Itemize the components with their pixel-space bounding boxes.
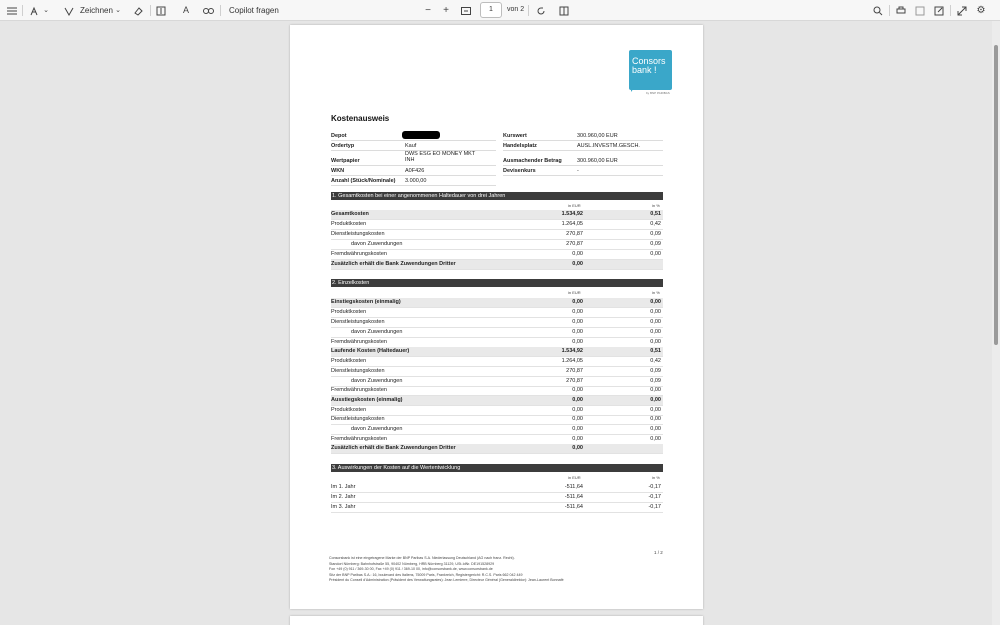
settings-gear-icon[interactable]: ⚙ xyxy=(976,5,986,16)
toolbar-divider xyxy=(528,5,529,16)
row-label: davon Zuwendungen xyxy=(351,378,403,384)
meta-label-wkn: WKN xyxy=(331,168,345,174)
draw-icon[interactable] xyxy=(63,3,75,18)
meta-divider xyxy=(331,165,496,166)
row-label: Im 1. Jahr xyxy=(331,484,356,490)
row-label: Gesamtkosten xyxy=(331,211,369,217)
table-row xyxy=(331,444,663,454)
row-value-pct: 0,00 xyxy=(650,426,661,432)
meta-value-wertpapier: DWS ESG EO MONEY MKT INH xyxy=(405,151,476,163)
row-label: Produktkosten xyxy=(331,358,367,364)
row-value-eur: 0,00 xyxy=(572,445,583,451)
row-value-eur: 1.534,92 xyxy=(561,211,583,217)
row-label: Dienstleistungskosten xyxy=(331,368,385,374)
row-value-pct: 0,09 xyxy=(650,241,661,247)
toolbar-divider xyxy=(950,5,951,16)
save-as-icon[interactable] xyxy=(933,3,945,18)
meta-divider xyxy=(503,150,663,151)
row-value-eur: -511,64 xyxy=(564,504,583,510)
table-row xyxy=(331,260,663,270)
row-value-pct: 0,00 xyxy=(650,339,661,345)
row-value-eur: 0,00 xyxy=(572,436,583,442)
table-row xyxy=(331,308,663,318)
zoom-in-icon[interactable]: + xyxy=(443,5,449,16)
footer-line: Président du Conseil d'Administration (Präsident des Verwaltungsrates): Jean Lemierre, Directeur Général (Generaldirektor): Jean-Laurent Bonnafé xyxy=(329,578,564,583)
row-value-pct: 0,09 xyxy=(650,368,661,374)
table-row xyxy=(331,318,663,328)
text-box-icon[interactable] xyxy=(155,3,167,18)
footer-line: Consorsbank ist eine eingetragene Marke der BNP Paribas S.A. Niederlassung Deutschland (AG nach franz. Recht). xyxy=(329,556,515,560)
footer-line: Sitz der BNP Paribas S.A.: 16, boulevard des Italiens, 75009 Paris, Frankreich, Registergericht: R.C.S. Paris 662 042 449 xyxy=(329,572,523,577)
meta-divider xyxy=(331,140,496,141)
table-row xyxy=(331,493,663,503)
table-row xyxy=(331,396,663,406)
row-value-eur: 0,00 xyxy=(572,261,583,267)
meta-divider xyxy=(331,185,496,186)
draw-button[interactable]: Zeichnen xyxy=(80,6,113,15)
meta-label-devisenkurs: Devisenkurs xyxy=(503,168,536,174)
table-row xyxy=(331,483,663,493)
row-value-eur: 0,00 xyxy=(572,319,583,325)
row-label: Fremdwährungskosten xyxy=(331,387,387,393)
meta-value-handelsplatz: AUSL.INVESTM.GESCH. xyxy=(577,143,640,149)
row-label: Fremdwährungskosten xyxy=(331,436,387,442)
page-view-icon[interactable] xyxy=(558,3,570,18)
column-header-eur: in EUR xyxy=(568,475,581,480)
table-row xyxy=(331,210,663,220)
row-value-pct: 0,00 xyxy=(650,251,661,257)
row-value-eur: 0,00 xyxy=(572,329,583,335)
row-value-pct: 0,00 xyxy=(650,329,661,335)
row-label: davon Zuwendungen xyxy=(351,241,403,247)
row-value-pct: 0,42 xyxy=(650,221,661,227)
table-row xyxy=(331,240,663,250)
search-icon[interactable] xyxy=(872,3,884,18)
meta-label-handelsplatz: Handelsplatz xyxy=(503,143,537,149)
meta-value-anzahl: 3.000,00 xyxy=(405,178,427,184)
row-label: davon Zuwendungen xyxy=(351,426,403,432)
toolbar-divider xyxy=(220,5,221,16)
row-value-eur: -511,64 xyxy=(564,484,583,490)
fullscreen-icon[interactable] xyxy=(956,3,968,18)
pdf-page-1 xyxy=(290,25,703,609)
row-value-pct: 0,51 xyxy=(650,348,661,354)
section-3-header: 3. Auswirkungen der Kosten auf die Wertentwicklung xyxy=(331,464,663,472)
row-label: Einstiegskosten (einmalig) xyxy=(331,299,401,305)
row-value-eur: 270,87 xyxy=(566,378,583,384)
row-value-pct: 0,00 xyxy=(650,309,661,315)
zoom-out-icon[interactable]: − xyxy=(425,5,431,16)
row-value-pct: 0,42 xyxy=(650,358,661,364)
row-label: Produktkosten xyxy=(331,221,367,227)
meta-label-ordertyp: Ordertyp xyxy=(331,143,355,149)
legal-footer xyxy=(329,556,669,584)
row-label: Fremdwährungskosten xyxy=(331,251,387,257)
chevron-down-icon[interactable]: ⌄ xyxy=(115,7,121,14)
row-value-pct: 0,00 xyxy=(650,299,661,305)
vertical-scrollbar[interactable] xyxy=(992,21,1000,625)
meta-value-devisenkurs: - xyxy=(577,168,579,174)
column-header-pct: in % xyxy=(652,475,660,480)
row-label: Fremdwährungskosten xyxy=(331,339,387,345)
save-icon[interactable] xyxy=(914,3,926,18)
eraser-icon[interactable] xyxy=(132,3,144,18)
table-row xyxy=(331,298,663,308)
row-value-pct: 0,00 xyxy=(650,416,661,422)
footer-line: Standort Nürnberg: Bahnhofstraße 55, 90402 Nürnberg, HRB Nürnberg 31129, USt-IdNr. DE191528929 xyxy=(329,561,495,566)
row-value-pct: -0,17 xyxy=(648,504,661,510)
toolbar-divider xyxy=(150,5,151,16)
page-total-label: von 2 xyxy=(507,6,525,13)
rotate-icon[interactable] xyxy=(535,3,547,18)
row-value-eur: 0,00 xyxy=(572,397,583,403)
row-label: Dienstleistungskosten xyxy=(331,319,385,325)
row-value-pct: 0,00 xyxy=(650,436,661,442)
meta-value-wkn: A0F426 xyxy=(405,168,425,174)
row-value-pct: 0,00 xyxy=(650,319,661,325)
row-value-eur: 270,87 xyxy=(566,231,583,237)
toolbar-divider xyxy=(22,5,23,16)
meta-label-ausmachender-betrag: Ausmachender Betrag xyxy=(503,158,562,164)
column-header-eur: in EUR xyxy=(568,203,581,208)
row-value-pct: 0,51 xyxy=(650,211,661,217)
row-value-eur: 1.264,05 xyxy=(561,221,583,227)
row-value-pct: 0,09 xyxy=(650,378,661,384)
meta-label-kurswert: Kurswert xyxy=(503,133,527,139)
column-header-eur: in EUR xyxy=(568,290,581,295)
read-aloud-icon[interactable]: A xyxy=(182,5,189,15)
row-label: Zusätzlich erhält die Bank Zuwendungen Dritter xyxy=(331,261,456,267)
row-label: davon Zuwendungen xyxy=(351,329,403,335)
row-value-pct: -0,17 xyxy=(648,484,661,490)
row-value-pct: 0,00 xyxy=(650,407,661,413)
table-row xyxy=(331,230,663,240)
table-row xyxy=(331,220,663,230)
meta-divider xyxy=(503,175,663,176)
section-1-header: 1. Gesamtkosten bei einer angenommenen Haltedauer von drei Jahren xyxy=(331,192,663,200)
fit-page-icon[interactable] xyxy=(460,3,472,18)
row-value-pct: 0,00 xyxy=(650,397,661,403)
copilot-button[interactable]: Copilot fragen xyxy=(229,6,279,15)
row-value-pct: 0,09 xyxy=(650,231,661,237)
row-value-eur: 0,00 xyxy=(572,387,583,393)
row-value-pct: 0,00 xyxy=(650,387,661,393)
column-header-pct: in % xyxy=(652,203,660,208)
pdf-toolbar xyxy=(0,0,1000,21)
row-label: Dienstleistungskosten xyxy=(331,416,385,422)
row-value-eur: 0,00 xyxy=(572,339,583,345)
print-icon[interactable] xyxy=(895,3,907,18)
meta-label-wertpapier: Wertpapier xyxy=(331,158,360,164)
page-number-input[interactable]: 1 xyxy=(480,2,502,18)
chevron-down-icon[interactable]: ⌄ xyxy=(43,7,49,14)
row-label: Zusätzlich erhält die Bank Zuwendungen Dritter xyxy=(331,445,456,451)
scrollbar-thumb[interactable] xyxy=(994,45,998,345)
row-value-eur: 270,87 xyxy=(566,368,583,374)
section-2-header: 2. Einzelkosten xyxy=(331,279,663,287)
row-label: Produktkosten xyxy=(331,309,367,315)
meta-value-ausmachender-betrag: 300.960,00 EUR xyxy=(577,158,618,164)
meta-divider xyxy=(503,140,663,141)
table-row xyxy=(331,425,663,435)
pdf-page-2 xyxy=(290,616,703,625)
row-value-eur: 0,00 xyxy=(572,299,583,305)
row-value-eur: 1.264,05 xyxy=(561,358,583,364)
row-label: Laufende Kosten (Haltedauer) xyxy=(331,348,410,354)
meta-label-anzahl: Anzahl (Stück/Nominale) xyxy=(331,178,396,184)
table-row xyxy=(331,415,663,425)
document-title: Kostenausweis xyxy=(331,114,390,123)
table-row xyxy=(331,386,663,396)
logo-line-2: bank ! xyxy=(632,65,657,75)
logo-tail xyxy=(631,88,634,92)
footer-line: Fon +49 (0) 911 / 369-30 00, Fax +49 (0) 911 / 369-10 00, info@consorsbank.de, www.consorsbank.de xyxy=(329,567,493,572)
translate-icon[interactable] xyxy=(202,3,214,18)
row-value-eur: 0,00 xyxy=(572,426,583,432)
row-value-eur: 0,00 xyxy=(572,407,583,413)
row-value-eur: 1.534,92 xyxy=(561,348,583,354)
page-number: 1 / 2 xyxy=(654,550,663,555)
table-row xyxy=(331,250,663,260)
row-value-eur: -511,64 xyxy=(564,494,583,500)
highlight-icon[interactable] xyxy=(28,3,40,18)
consorsbank-logo xyxy=(629,50,672,90)
row-label: Dienstleistungskosten xyxy=(331,231,385,237)
logo-line-1: Consors xyxy=(632,56,666,66)
row-value-eur: 270,87 xyxy=(566,241,583,247)
logo-subtitle: by BNP PARIBAS xyxy=(646,91,670,95)
row-value-pct: -0,17 xyxy=(648,494,661,500)
meta-value-ordertyp: Kauf xyxy=(405,143,417,149)
toolbar-divider xyxy=(889,5,890,16)
table-row xyxy=(331,328,663,338)
row-value-eur: 0,00 xyxy=(572,251,583,257)
row-value-eur: 0,00 xyxy=(572,416,583,422)
meta-label-depot: Depot xyxy=(331,133,347,139)
redaction-bar xyxy=(402,131,440,139)
meta-value-kurswert: 300.960,00 EUR xyxy=(577,133,618,139)
meta-divider xyxy=(503,165,663,166)
row-value-eur: 0,00 xyxy=(572,309,583,315)
row-label: Im 3. Jahr xyxy=(331,504,356,510)
contents-list-icon[interactable] xyxy=(6,3,18,18)
table-row xyxy=(331,367,663,377)
column-header-pct: in % xyxy=(652,290,660,295)
table-row xyxy=(331,347,663,357)
row-label: Produktkosten xyxy=(331,407,367,413)
row-label: Ausstiegskosten (einmalig) xyxy=(331,397,403,403)
meta-divider xyxy=(331,175,496,176)
table-row xyxy=(331,357,663,367)
table-row xyxy=(331,503,663,513)
row-label: Im 2. Jahr xyxy=(331,494,356,500)
